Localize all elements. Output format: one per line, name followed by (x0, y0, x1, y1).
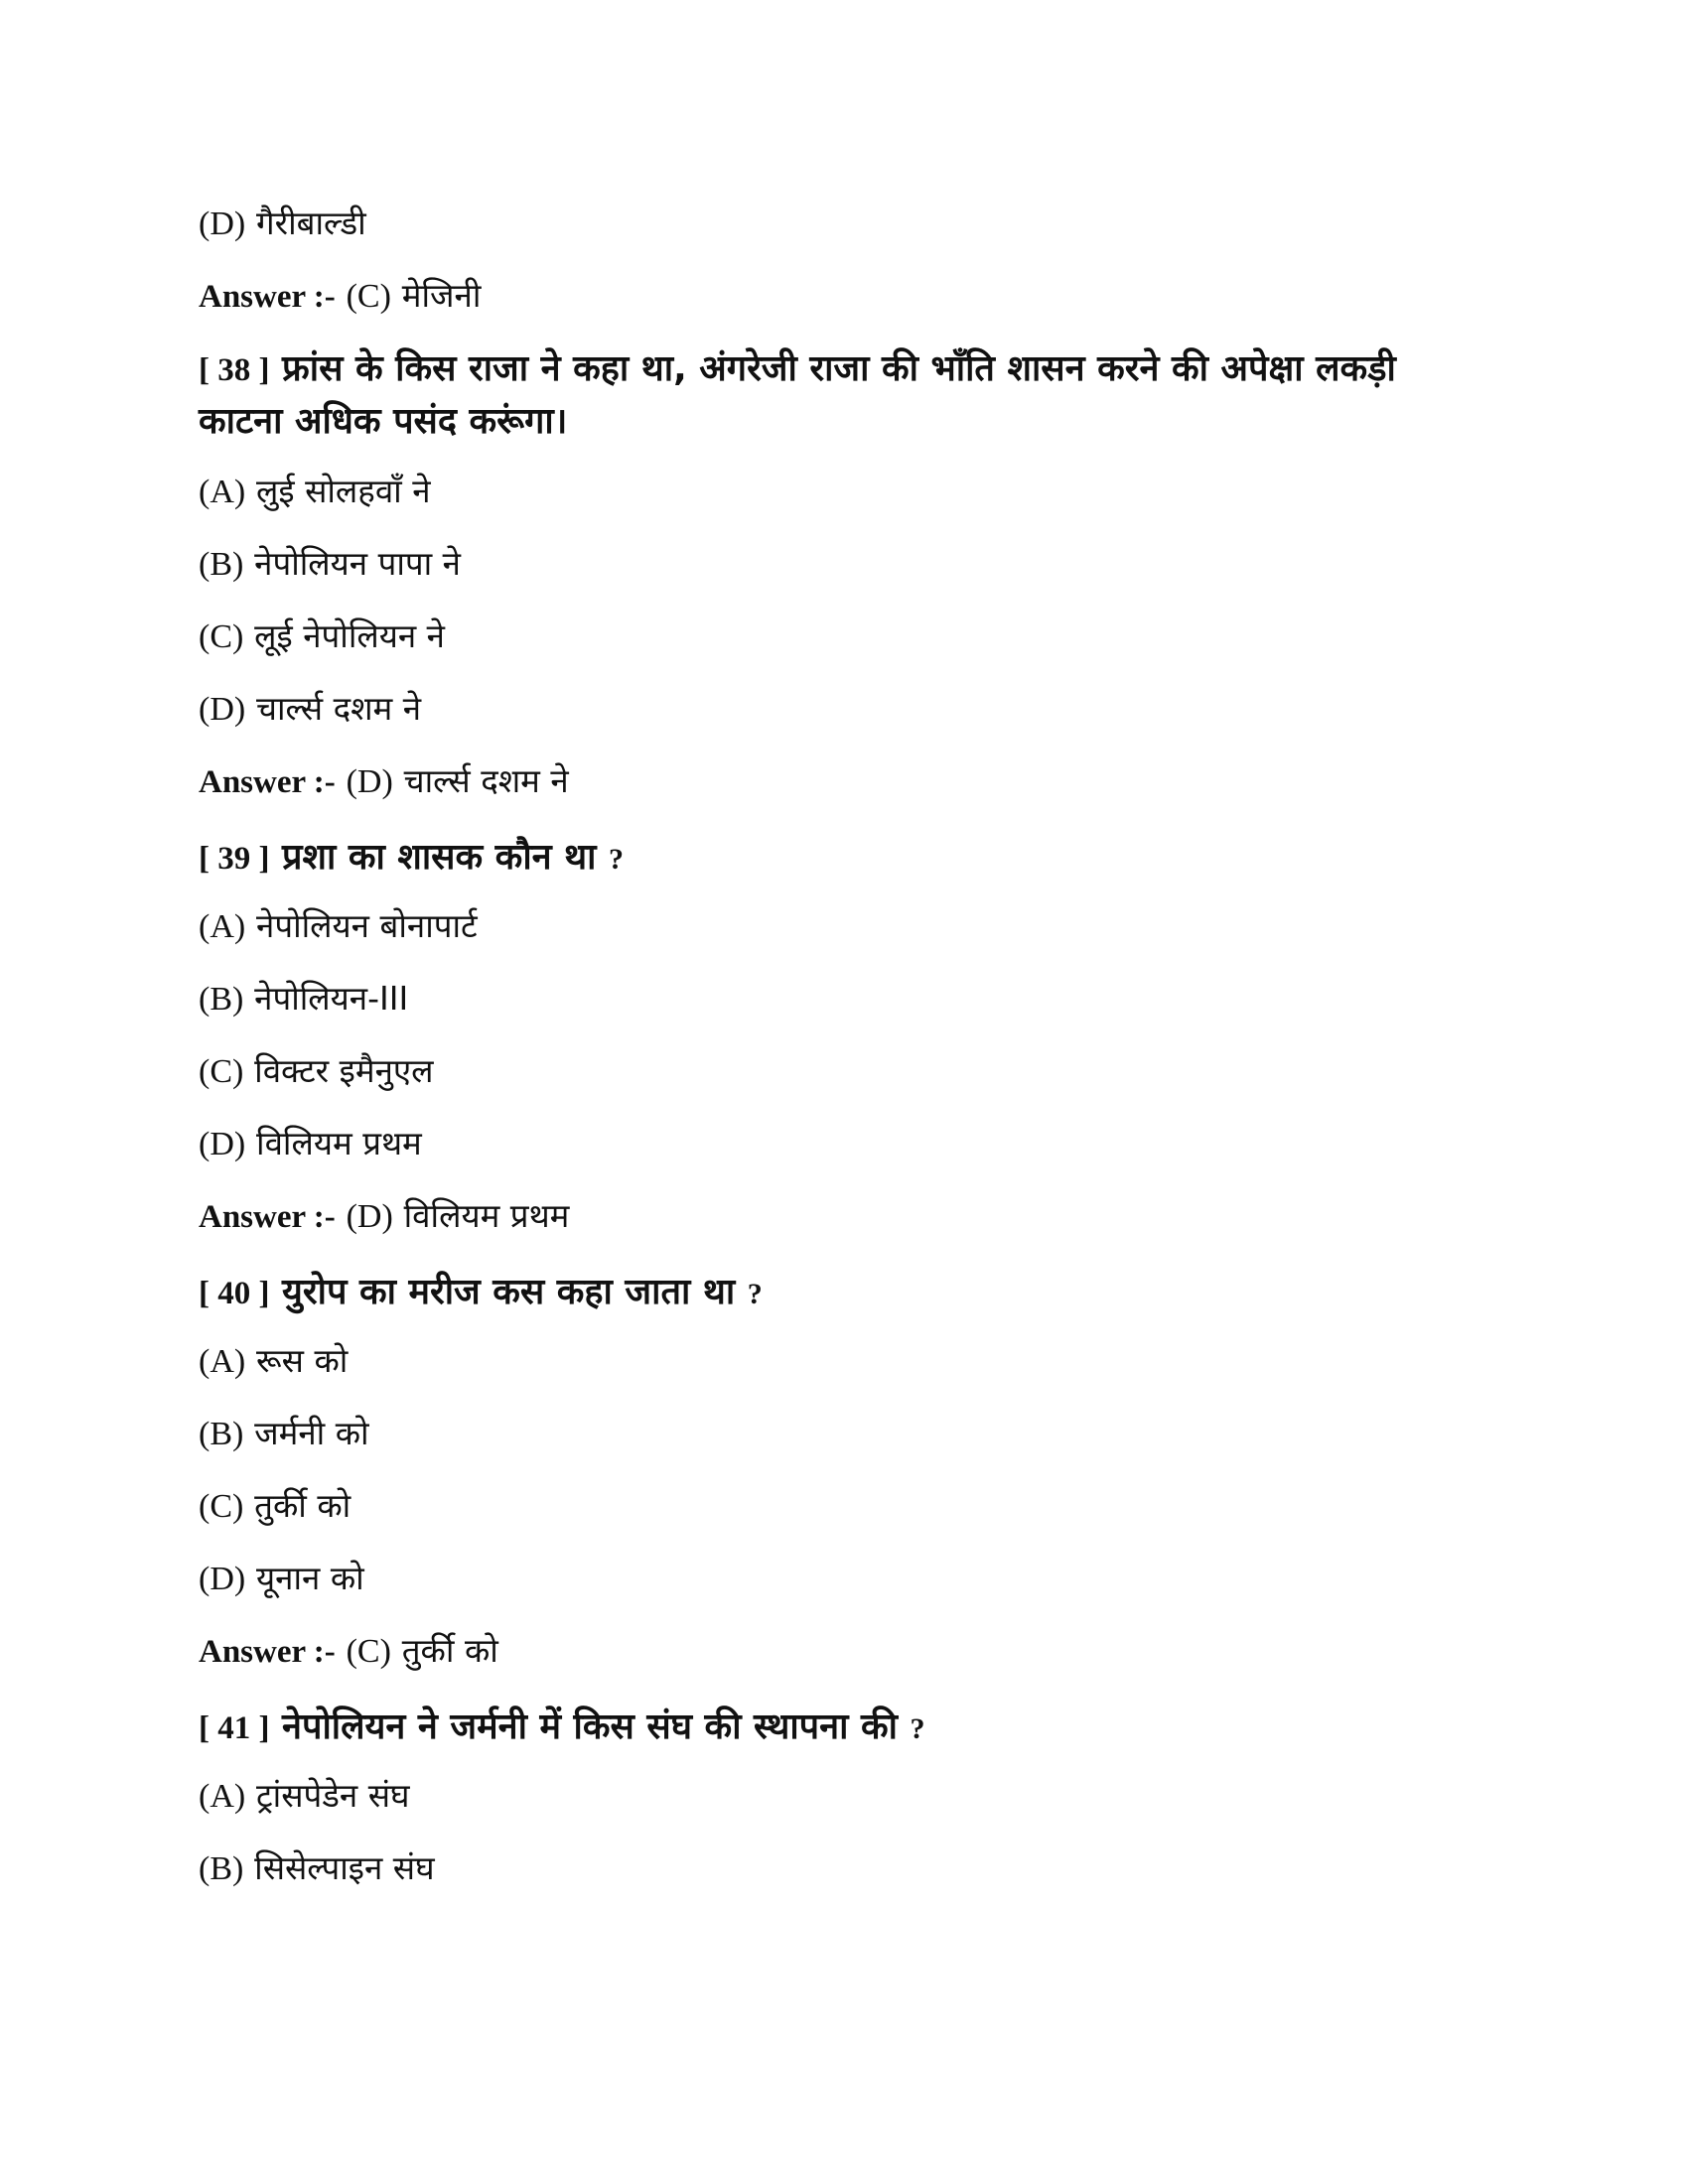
option-b (199, 1409, 369, 1459)
question-number: [ 39 ] (199, 841, 270, 877)
option-letter: (C) (199, 1488, 244, 1525)
option-letter: (C) (199, 1053, 244, 1090)
option-d (199, 1554, 364, 1604)
answer-letter: (C) (346, 1633, 391, 1670)
option-text: नेपोलियन पापा ने (254, 544, 461, 583)
question-mark: ? (609, 843, 625, 876)
question-mark: ? (747, 1278, 763, 1310)
option-text: तुर्की को (254, 1486, 352, 1525)
option-d (199, 1119, 422, 1169)
answer-line (199, 1191, 569, 1242)
option-c (199, 1046, 434, 1097)
answer-line (199, 271, 481, 322)
question-41 (199, 1702, 1489, 1755)
answer-letter: (C) (346, 278, 391, 315)
answer-line (199, 756, 569, 807)
option-letter: (A) (199, 908, 246, 945)
answer-letter: (D) (346, 763, 393, 800)
option-text: गैरीबाल्डी (256, 204, 366, 242)
option-letter: (A) (199, 1343, 246, 1380)
answer-label: Answer :- (199, 1199, 336, 1235)
question-number: [ 40 ] (199, 1276, 270, 1311)
option-text: नेपोलियन बोनापार्ट (256, 906, 478, 945)
answer-text: तुर्की को (401, 1631, 498, 1670)
question-number: [ 38 ] (199, 352, 270, 388)
option-text: जर्मनी को (254, 1414, 369, 1452)
option-letter: (B) (199, 1850, 244, 1887)
question-40 (199, 1267, 1489, 1320)
option-text: लूई नेपोलियन ने (254, 616, 445, 655)
question-text: नेपोलियन ने जर्मनी में किस संघ की स्थापना की (282, 1706, 898, 1747)
question-38 (199, 343, 1489, 448)
option-b (199, 539, 461, 590)
option-a (199, 901, 478, 952)
option-text: रूस को (256, 1341, 349, 1380)
answer-letter: (D) (346, 1198, 393, 1235)
option-b (199, 974, 408, 1024)
option-a (199, 467, 431, 517)
option-text: यूनान को (256, 1559, 364, 1597)
option-text: ट्रांसपेडेन संघ (256, 1776, 410, 1815)
option-text: लुई सोलहवाँ ने (256, 472, 431, 510)
option-text: नेपोलियन-III (254, 979, 409, 1018)
question-39 (199, 832, 1489, 886)
option-c (199, 612, 445, 662)
option-letter: (D) (199, 1561, 246, 1597)
option-letter: (B) (199, 1416, 244, 1452)
question-text: फ्रांस के किस राजा ने कहा था, अंगरेजी राजा की भाँति शासन करने की अपेक्षा लकड़ी काटना अधिक पसंद करूंगा। (199, 348, 1396, 442)
option-letter: (C) (199, 618, 244, 655)
option-a (199, 1771, 410, 1822)
option-a (199, 1336, 348, 1387)
question-text: प्रशा का शासक कौन था (282, 837, 597, 878)
option-letter: (D) (199, 1126, 246, 1162)
answer-label: Answer :- (199, 1634, 336, 1670)
question-mark: ? (910, 1712, 925, 1745)
question-number: [ 41 ] (199, 1710, 270, 1746)
option-text: विलियम प्रथम (256, 1124, 422, 1162)
option-c (199, 1481, 351, 1532)
answer-label: Answer :- (199, 764, 336, 800)
answer-text: मेजिनी (401, 276, 482, 315)
option-letter: (D) (199, 691, 246, 728)
option-letter: (A) (199, 474, 246, 510)
option-text: चार्ल्स दशम ने (256, 689, 422, 728)
option-letter: (A) (199, 1778, 246, 1815)
answer-text: विलियम प्रथम (403, 1196, 570, 1235)
option-text: सिसेल्पाइन संघ (254, 1848, 435, 1887)
question-text: युरोप का मरीज कस कहा जाता था (282, 1272, 736, 1312)
option-letter: (B) (199, 981, 244, 1018)
option-b (199, 1843, 435, 1894)
option-d (199, 199, 366, 249)
option-letter: (B) (199, 546, 244, 583)
answer-label: Answer :- (199, 279, 336, 315)
option-d (199, 684, 421, 735)
answer-text: चार्ल्स दशम ने (403, 761, 569, 800)
answer-line (199, 1626, 498, 1677)
option-letter: (D) (199, 205, 246, 242)
option-text: विक्टर इमैनुएल (254, 1051, 434, 1090)
